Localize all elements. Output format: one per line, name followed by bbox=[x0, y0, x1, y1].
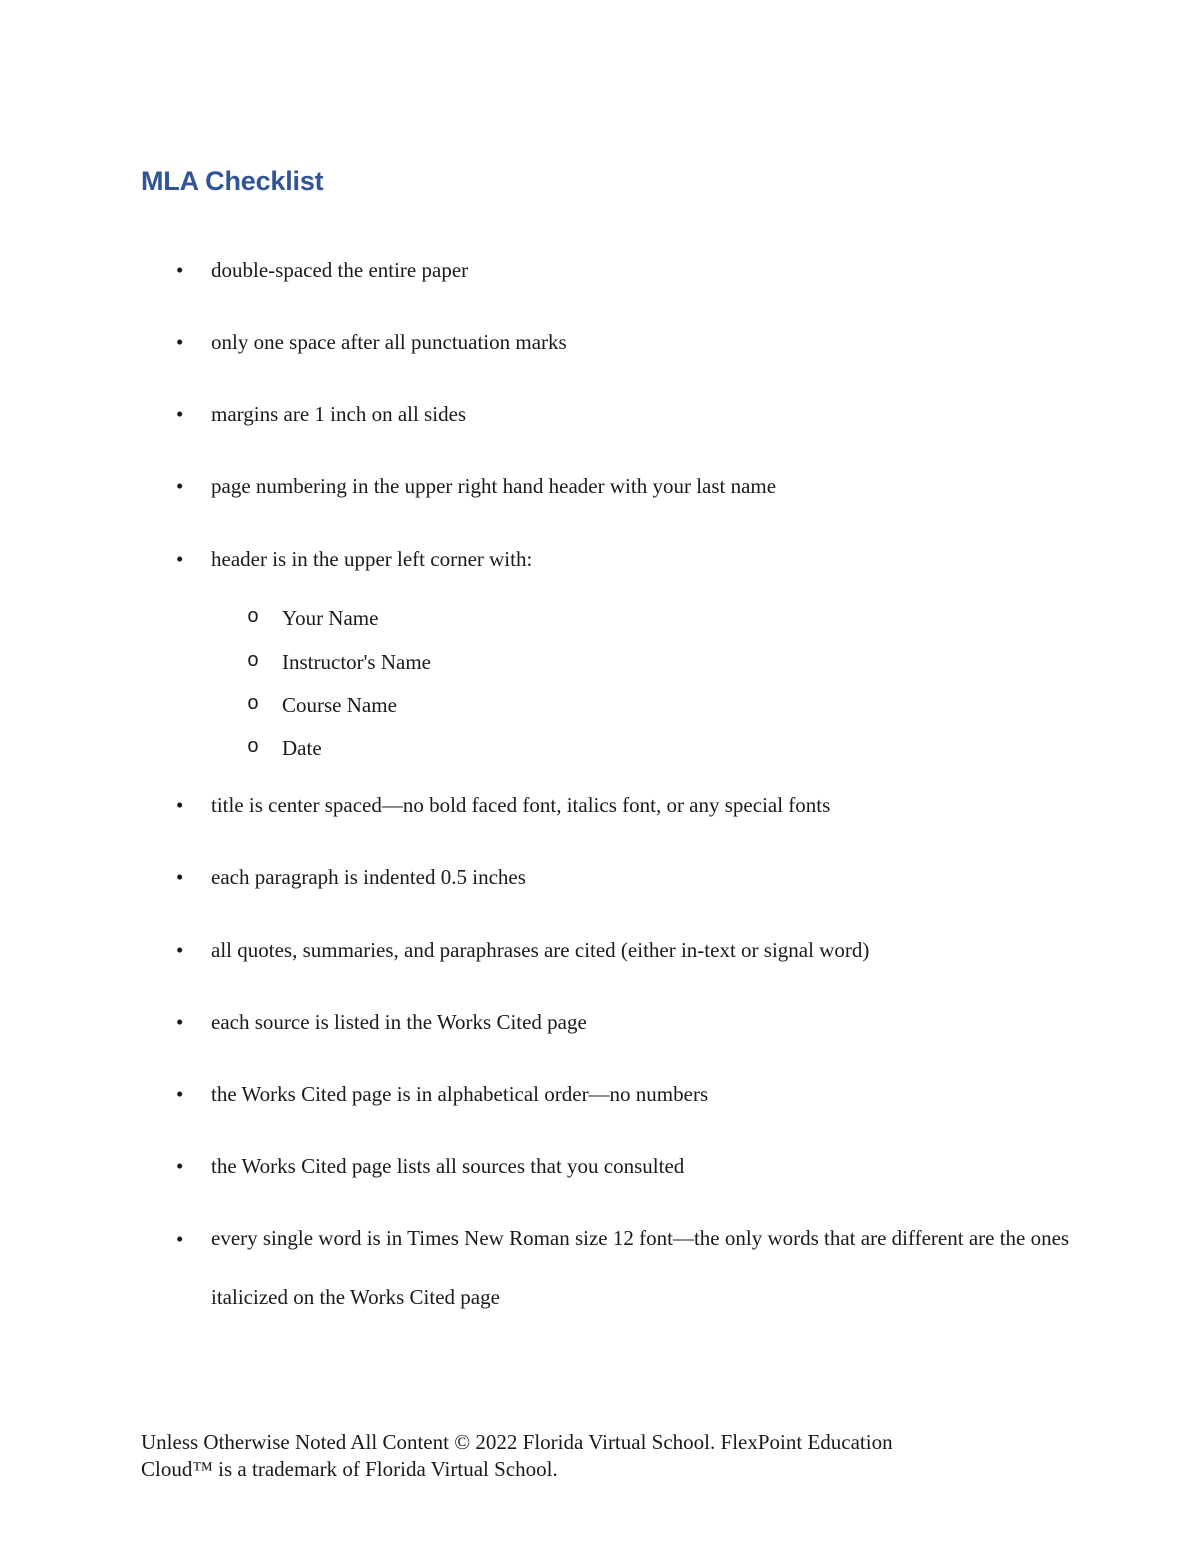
bullet-icon: • bbox=[176, 793, 184, 817]
page-title: MLA Checklist bbox=[141, 166, 324, 196]
bullet-icon: • bbox=[176, 547, 184, 571]
sub-list-item: Course Name bbox=[282, 693, 397, 717]
bullet-icon: • bbox=[176, 865, 184, 889]
circle-bullet-icon: o bbox=[247, 650, 260, 673]
bullet-icon: • bbox=[176, 1010, 184, 1034]
circle-bullet-icon: o bbox=[247, 693, 260, 716]
list-item: double-spaced the entire paper bbox=[211, 258, 469, 282]
footer-line: Cloud™ is a trademark of Florida Virtual School. bbox=[141, 1457, 558, 1481]
bullet-icon: • bbox=[176, 1154, 184, 1178]
bullet-icon: • bbox=[176, 330, 184, 354]
list-item: the Works Cited page is in alphabetical order—no numbers bbox=[211, 1082, 709, 1106]
list-item: only one space after all punctuation marks bbox=[211, 330, 567, 354]
circle-bullet-icon: o bbox=[247, 606, 260, 629]
list-item: each paragraph is indented 0.5 inches bbox=[211, 865, 526, 889]
list-item: header is in the upper left corner with: bbox=[211, 547, 533, 571]
bullet-icon: • bbox=[176, 1227, 184, 1251]
list-item: title is center spaced—no bold faced font, italics font, or any special fonts bbox=[211, 793, 831, 817]
copyright-footer bbox=[141, 1429, 1021, 1483]
sub-list-item: Date bbox=[282, 736, 322, 760]
bullet-icon: • bbox=[176, 938, 184, 962]
circle-bullet-icon: o bbox=[247, 736, 260, 759]
bullet-icon: • bbox=[176, 1082, 184, 1106]
sub-list-item: Your Name bbox=[282, 606, 379, 630]
list-item: all quotes, summaries, and paraphrases are cited (either in-text or signal word) bbox=[211, 938, 870, 962]
bullet-icon: • bbox=[176, 474, 184, 498]
sub-list-item: Instructor's Name bbox=[282, 650, 431, 674]
footer-line: Unless Otherwise Noted All Content © 2022 Florida Virtual School. FlexPoint Education bbox=[141, 1430, 893, 1454]
list-item: every single word is in Times New Roman size 12 font—the only words that are different are the ones italicized on the Works Cited page bbox=[211, 1226, 1070, 1309]
bullet-icon: • bbox=[176, 258, 184, 282]
list-item: each source is listed in the Works Cited page bbox=[211, 1010, 587, 1034]
list-item: margins are 1 inch on all sides bbox=[211, 402, 467, 426]
list-item: the Works Cited page lists all sources that you consulted bbox=[211, 1154, 685, 1178]
list-item: page numbering in the upper right hand header with your last name bbox=[211, 474, 777, 498]
bullet-icon: • bbox=[176, 402, 184, 426]
